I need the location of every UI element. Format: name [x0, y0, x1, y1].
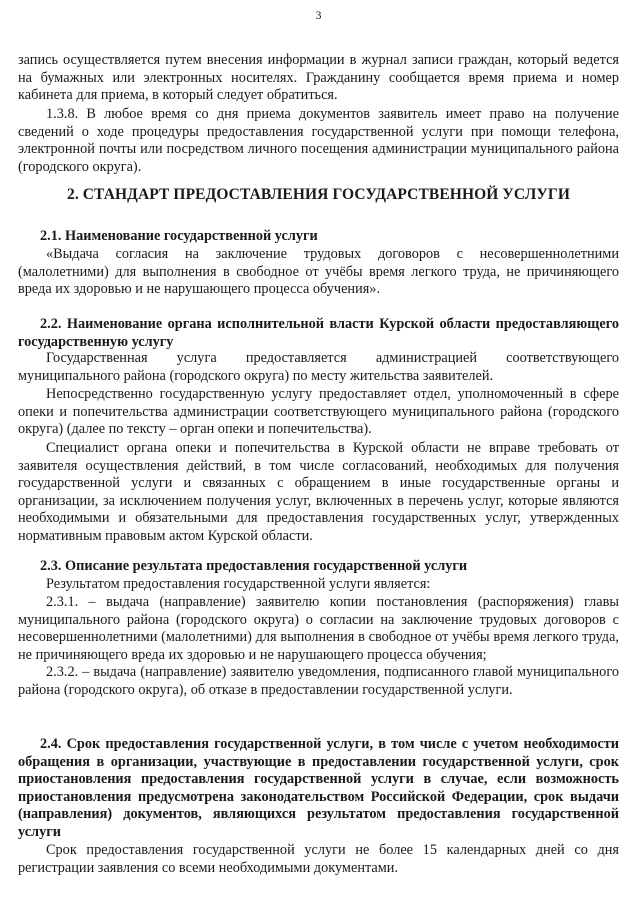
paragraph-2-3-intro: Результатом предоставления государственной услуги является: — [46, 576, 431, 592]
document-page — [18, 0, 619, 905]
heading-2-1: 2.1. Наименование государственной услуги — [40, 228, 318, 244]
heading-2-4: 2.4. Срок предоставления государственной услуги, в том числе с учетом необходимости обращения в организации, участвующие в предоставлении государственной услуги, срок приостановления предоставления государственной услуги в случае, если возможность приостановления предусмотрена законодательством Российской Федерации, срок выдачи (направления) документов, являющихся результатом предоставления государственной услуги — [18, 736, 619, 840]
page-number: 3 — [315, 8, 322, 22]
section-2-title: 2. СТАНДАРТ ПРЕДОСТАВЛЕНИЯ ГОСУДАРСТВЕННОЙ УСЛУГИ — [66, 186, 571, 203]
item-2-3-1: 2.3.1. – выдача (направление) заявителю копии постановления (распоряжения) главы муниципального района (городского округа) о согласии на заключение трудовых договоров с несовершеннолетними (малолетними) для выполнения в свободное от учёбы время легкого труда, не причиняющего вреда их здоровью и не нарушающего процесса обучения; — [18, 594, 619, 663]
paragraph-2-4-term: Срок предоставления государственной услуги не более 15 календарных дней со дня регистрации заявления со всеми необходимыми документами. — [18, 842, 619, 876]
paragraph-2-2-3: Специалист органа опеки и попечительства в Курской области не вправе требовать от заявителя осуществления действий, в том числе согласований, необходимых для получения государственной услуги и связанных с обращением в иные государственные органы и организации, за исключением получения услуг, включенных в перечень услуг, которые являются необходимыми и обязательными для предоставления государственных услуг, утвержденных нормативным правовым актом Курской области. — [18, 440, 619, 544]
continuation-paragraph: запись осуществляется путем внесения информации в журнал записи граждан, который ведется на бумажных или электронных носителях. Гражданину сообщается время приема и номер кабинета для приема, в который следует обратиться. — [18, 52, 619, 104]
item-2-3-2: 2.3.2. – выдача (направление) заявителю уведомления, подписанного главой муниципального района (городского округа), об отказе в предоставлении государственной услуги. — [18, 664, 619, 698]
paragraph-1-3-8: 1.3.8. В любое время со дня приема документов заявитель имеет право на получение сведений о ходе процедуры предоставления государственной услуги при помощи телефона, электронной почты или посредством личного посещения администрации муниципального района (городского округа). — [18, 106, 619, 175]
paragraph-2-1-service-name: «Выдача согласия на заключение трудовых договоров с несовершеннолетними (малолетними) для выполнения в свободное от учёбы время легкого труда, не причиняющего вреда их здоровью и не нарушающего процесса обучения». — [18, 246, 619, 298]
paragraph-2-2-2: Непосредственно государственную услугу предоставляет отдел, уполномоченный в сфере опеки и попечительства администрации соответствующего муниципального района (городского округа) (далее по тексту – орган опеки и попечительства). — [18, 386, 619, 438]
heading-2-2: 2.2. Наименование органа исполнительной власти Курской области предоставляющего государственную услугу — [18, 316, 619, 350]
heading-2-3: 2.3. Описание результата предоставления государственной услуги — [40, 558, 468, 574]
paragraph-2-2-1: Государственная услуга предоставляется администрацией соответствующего муниципального района (городского округа) по месту жительства заявителей. — [18, 350, 619, 384]
